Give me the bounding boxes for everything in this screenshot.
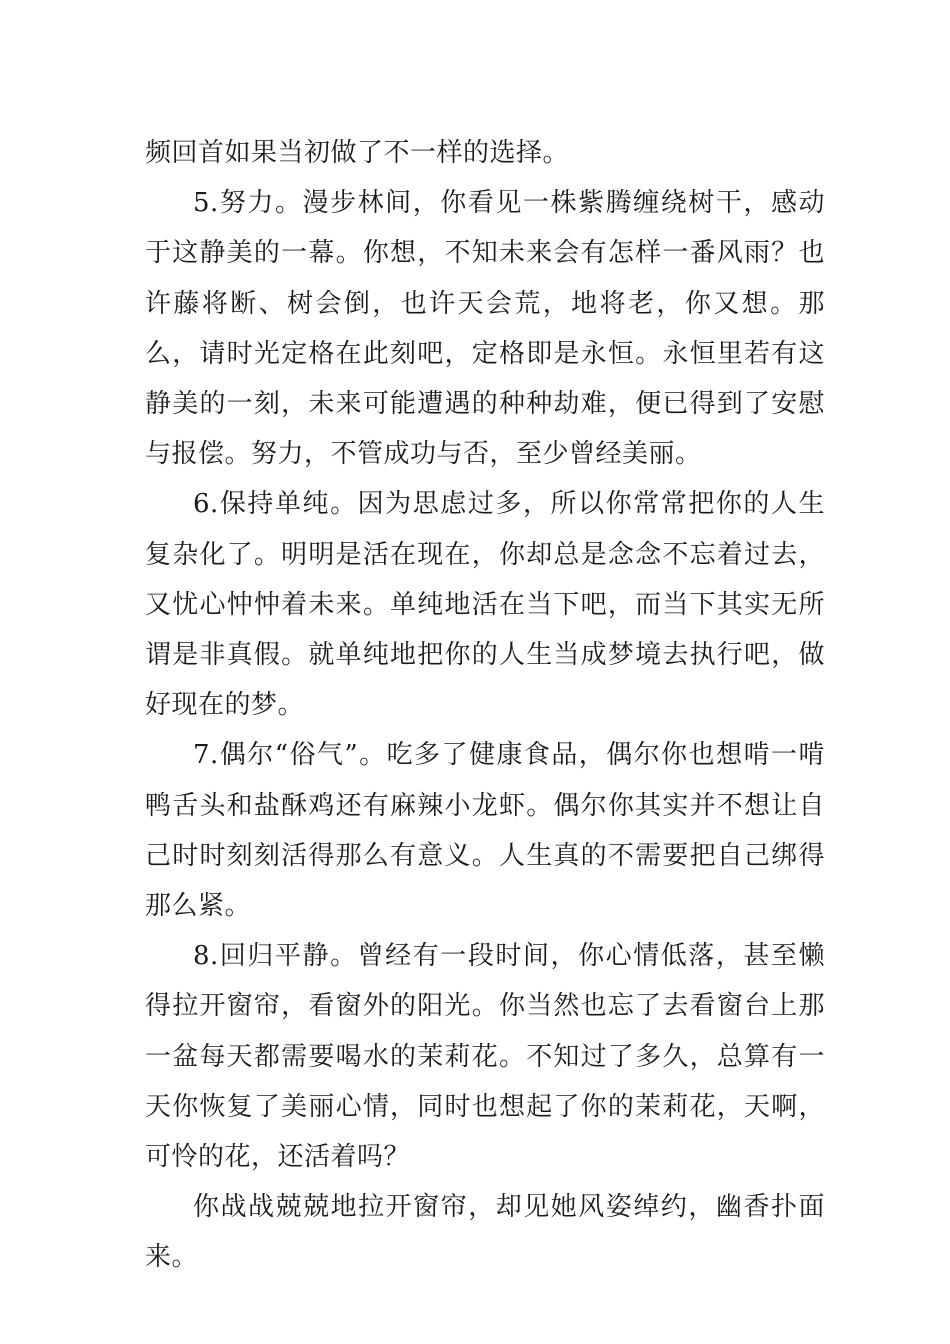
- paragraph-6-stay-simple: 6.保持单纯。因为思虑过多，所以你常常把你的人生复杂化了。明明是活在现在，你却总是念念不忘着过去，又忧心忡忡着未来。单纯地活在当下吧，而当下其实无所谓是非真假。就单纯地把你的人生当成梦境去执行吧，做好现在的梦。: [145, 489, 825, 721]
- paragraph-closing: 你战战兢兢地拉开窗帘，却见她风姿绰约，幽香扑面来。: [145, 1192, 825, 1273]
- paragraph-continuation: 频回首如果当初做了不一样的选择。: [145, 138, 570, 168]
- paragraph-8-return-to-calm: 8.回归平静。曾经有一段时间，你心情低落，甚至懒得拉开窗帘，看窗外的阳光。你当然也忘了去看窗台上那一盆每天都需要喝水的茉莉花。不知过了多久，总算有一天你恢复了美丽心情，同时也想起了你的茉莉花，天啊，可怜的花，还活着吗？: [145, 941, 825, 1173]
- paragraph-5-effort: 5.努力。漫步林间，你看见一株紫腾缠绕树干，感动于这静美的一幕。你想，不知未来会有怎样一番风雨？也许藤将断、树会倒，也许天会荒，地将老，你又想。那么，请时光定格在此刻吧，定格即是永恒。永恒里若有这静美的一刻，未来可能遭遇的种种劫难，便已得到了安慰与报偿。努力，不管成功与否，至少曾经美丽。: [145, 188, 825, 470]
- body-text: [145, 128, 825, 1283]
- paragraph-7-occasionally-vulgar: 7.偶尔“俗气”。吃多了健康食品，偶尔你也想啃一啃鸭舌头和盐酥鸡还有麻辣小龙虾。偶尔你其实并不想让自己时时刻刻活得那么有意义。人生真的不需要把自己绑得那么紧。: [145, 740, 825, 922]
